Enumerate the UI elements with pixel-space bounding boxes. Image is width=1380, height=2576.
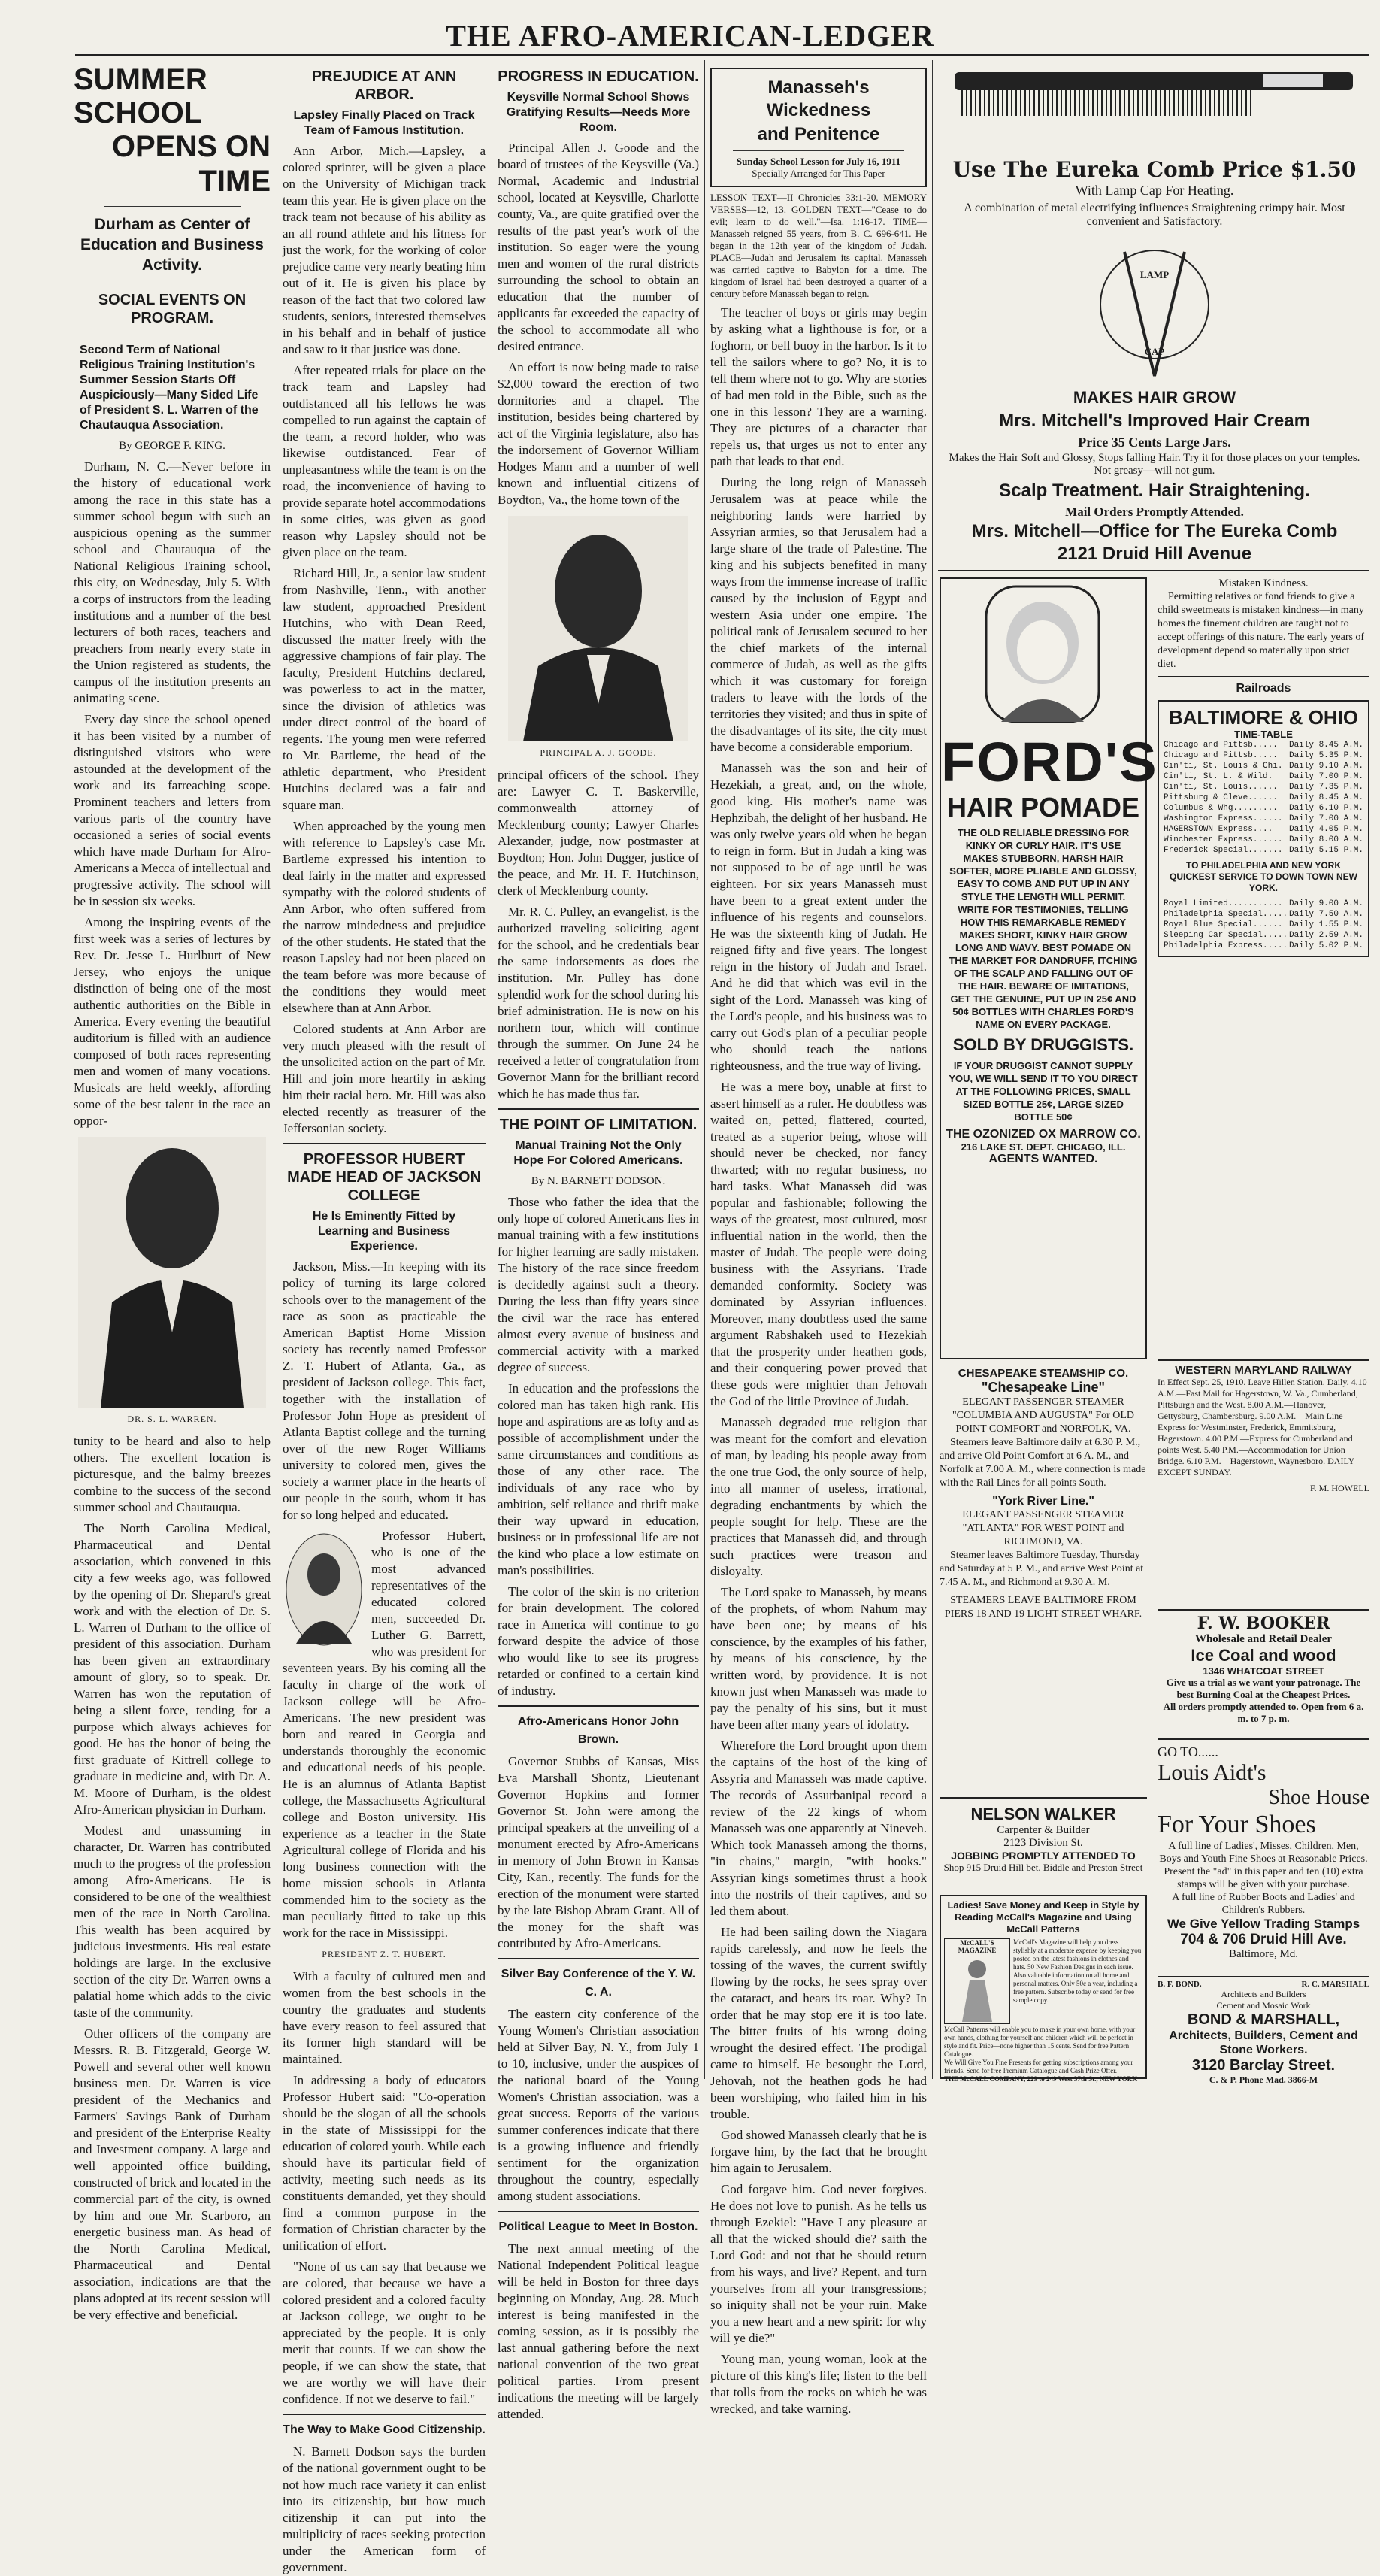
booker-name: F. W. BOOKER [1197, 1614, 1330, 1633]
paragraph: Governor Stubbs of Kansas, Miss Eva Marshall Shontz, Lieutenant Governor Hopkins and former Governor St. John were among the principal speakers at the unveiling of a monument erected by Afro-Americans in memory of John Brown in Kansas City, Kan., recently. The funds for the erection of the monument were started by the late Bishop Abram Grant. All of the money for the shaft was contributed by Afro-Americans. [498, 1754, 699, 1950]
train-time: Daily 7.00 A.M. [1288, 814, 1363, 823]
paragraph: During the long reign of Manasseh Jerusalem was at peace while the neighboring lands were harried by Assyrian armies, so that Jerusalem had a large share of the trade of Palestine. The king and his subjects benefited in many ways from the immense increase of traffic caused by the inclusion of Egypt and western Asia under one empire. The political rank of Jerusalem secured to her the chief markets of the internal commerce of Judah, as well as the gifts which it was customary for foreign traders to leave with the lords of the territories they visited; and thus in spite of the disadvantages of its site, the city must have become a considerable emporium. [710, 475, 927, 754]
bond-services: Cement and Mosaic Work [1216, 2000, 1311, 2011]
ches-york-river: "York River Line." [992, 1495, 1094, 1508]
booker-pitch: Give us a trial as we want your patronage. The best Burning Coal at the Cheapest Prices. [1166, 1677, 1361, 1700]
paragraph: After repeated trials for place on the track team and Lapsley had outdistanced all his fellows he was compelled to run against the captain of the team, a record holder, who was likewise outdistanced. Fear of unpleasantness while the team is on the road, the inconvenience of having to provide separate hotel accommodations in some cities, was given as good reason why Lapsley should not be given place on the team. [283, 363, 486, 559]
kindness-body: Permitting relatives or fond friends to give a child sweetmeats is mistaken kindness—in many homes the finement children are taught not to accept offerings of this nature. The early years of development depend so materially upon strict diet. [1158, 591, 1365, 670]
paragraph: God forgave him. God never forgives. He does not love to punish. As he tells us through Ezekiel: "Have I any pleasure at all that the wicked should die? saith the Lord God: and not that he should return from his ways, and live? Repent, and turn yourselves from all your transgressions; so iniquity shall not be your ruin. Make you a new heart and a new spirit: for why will ye die?" [710, 2182, 927, 2345]
train-name: Frederick Special....... [1164, 846, 1283, 855]
lamp-label: LAMP [1139, 269, 1170, 280]
ad-western-maryland [1158, 1359, 1369, 1602]
railroads-header: Railroads [1236, 682, 1291, 695]
headline-2: THE POINT OF LIMITATION. [499, 1117, 698, 1133]
fords-subtitle: HAIR POMADE [946, 792, 1139, 823]
bo-rows-2 [1164, 899, 1363, 951]
eureka-description: A combination of metal electrifying influences Straightening crimpy hair. Most convenient and Satisfactory. [964, 202, 1345, 228]
lesson-title-box [710, 68, 927, 187]
timetable-row [1164, 782, 1363, 792]
lamp-cap-illustration [1094, 233, 1215, 383]
timetable-row [1164, 824, 1363, 835]
headline-2: PROFESSOR HUBERT MADE HEAD OF JACKSON COLLEGE [287, 1151, 481, 1204]
aidt-line: A full line of Ladies', Misses, Children, Men, Boys and Youth Fine Shoes at Reasonable Prices. [1159, 1841, 1368, 1865]
bo-title: BALTIMORE & OHIO [1168, 706, 1359, 729]
ches-steamer-2: ELEGANT PASSENGER STEAMER "ATLANTA" FOR WEST POINT and RICHMOND, VA. [962, 1509, 1124, 1547]
timetable-row [1164, 899, 1363, 909]
fords-title: FORD'S [941, 731, 1158, 793]
comb-icon [940, 63, 1369, 153]
train-name: Pittsburg & Cleve...... [1164, 793, 1278, 802]
aidt-tagline: For Your Shoes [1158, 1811, 1316, 1838]
train-name: Chicago and Pittsb..... [1164, 751, 1278, 760]
ches-schedule-2: Steamer leaves Baltimore Tuesday, Thursday and Saturday at 5 P. M., and arrive West Point at 7.45 A. M., and Richmond at 9.30 A. M. [940, 1550, 1144, 1588]
mccall-cover [944, 1938, 1010, 2024]
mccall-patterns: McCall Patterns will enable you to make in your own home, with your own hands, clothing for yourself and children which will be perfect in style and fit. Price—none higher than 15 cents. Send for free Pattern Catalogue. [944, 2026, 1136, 2058]
portrait-warren [78, 1137, 266, 1408]
mccall-presents: We Will Give You Fine Presents for getting subscriptions among your friends. Send for free Premium Catalogue and Cash Prize Offer. [944, 2059, 1133, 2074]
lesson-text: LESSON TEXT—II Chronicles 33:1-20. MEMORY VERSES—12, 13. GOLDEN TEXT—"Cease to do evil; learn to do well."—Isa. 1:16-17. TIME—Manasseh reigned 55 years, from B. C. 696-641. He began in the 12th year of the kingdom of Judah. PLACE—Judah and Jerusalem its capital. Manasseh was carried captive to Babylon for a time. The kingdom of Israel had been destroyed a quarter of a century before Manasseh began to reign. [710, 192, 927, 299]
headline: PREJUDICE AT ANN ARBOR. [311, 68, 457, 103]
timetable-row [1164, 792, 1363, 803]
bond-partner-2: R. C. MARSHALL [1301, 1980, 1369, 1989]
train-name: Winchester Express...... [1164, 835, 1283, 844]
mitchell-headline: MAKES HAIR GROW [1073, 388, 1236, 407]
mitchell-benefits: Makes the Hair Soft and Glossy, Stops falling Hair. Try it for those places on your temples. Not greasy—will not gum. [949, 452, 1360, 477]
paragraph: The eastern city conference of the Young Women's Christian association held at Silver Bay, N. Y., from July 1 to 10, inclusive, under the auspices of the national board of the Young Women's Christian association, was a great success. Reports of the various summer conferences indicate that there is a growing influence and friendly sentiment for the organization throughout the country, especially among student associations. [498, 2007, 699, 2203]
bond-description: Architects, Builders, Cement and Stone Workers. [1169, 2029, 1358, 2056]
paragraph: In addressing a body of educators Professor Hubert said: "Co-operation should be the slogan of all the schools in the state of Mississippi for the education of colored youth. While each should have its particular field of activity, meeting such needs as its constituents demanded, yet they should find a common purpose in the formation of Christian character by the unification of effort. [283, 2073, 486, 2253]
wm-body: In Effect Sept. 25, 1910. Leave Hillen Station. Daily. 4.10 A.M.—Fast Mail for Hagerstown, W. Va., Cumberland, Pittsburgh and the West. 8.00 A.M.—Hanover, Gettysburg, Chambersburg. 9.00 A.M.—Main Line Express for Westminster, Frederick, Emmitsburg, Hagerstown. 4.00 P.M.—Express for Cumberland and points West. 5.40 P.M.—Accommodation for Union Bridge. 6.10 P.M.—Hagerstown, Waynesboro. DAILY EXCEPT SUNDAY. [1158, 1377, 1367, 1477]
mitchell-product: Mrs. Mitchell's Improved Hair Cream [999, 411, 1310, 431]
train-name: Cin'ti, St. L. & Wild. [1164, 772, 1273, 781]
aidt-city: Baltimore, Md. [1228, 1948, 1299, 1960]
ad-right-column-top [1158, 577, 1369, 1352]
mccall-address: THE McCALL COMPANY, 229 to 249 West 37th St., NEW YORK [944, 2075, 1138, 2083]
fords-address: 216 LAKE ST. DEPT. CHICAGO, ILL. [961, 1141, 1126, 1153]
timetable-row [1164, 814, 1363, 824]
bond-role: Architects and Builders [1221, 1989, 1306, 1999]
paragraph: God showed Manasseh clearly that he is forgave him, by the fact that he brought him again to Jerusalem. [710, 2128, 927, 2175]
lesson-title: Manasseh's Wickedness [766, 77, 871, 120]
timetable-row [1164, 740, 1363, 750]
paragraph: The color of the skin is no criterion for brain development. The colored race in America will continue to go forward despite the advice of those who would like to see its progress retarded or confined to a certain kind of industry. [498, 1584, 699, 1698]
nelson-trade: Carpenter & Builder [997, 1824, 1090, 1836]
bo-philly-header: TO PHILADELPHIA AND NEW YORK QUICKEST SERVICE TO DOWN TOWN NEW YORK. [1169, 860, 1357, 893]
nelson-jobbing: JOBBING PROMPTLY ATTENDED TO [951, 1850, 1136, 1862]
paragraph: He had been sailing down the Niagara rapids carelessly, and now he feels the tossing of the waves, the current swiftly flowing by the rocks, he sees spray over the cataract, and hears its roar. Why? In order that he may stop ere it is too late. The bitter fruits of his wrong doing wrought the desired effect. The prodigal came to himself. He besought the Lord, Jehovah, not the heathen gods he had been worshiping, who failed him in his trouble. [710, 1925, 927, 2121]
train-time: Daily 7.00 P.M. [1288, 772, 1363, 781]
ad-bond-marshall [1158, 1976, 1369, 2083]
ad-eureka-comb [940, 63, 1369, 567]
train-name: Columbus & Whg......... [1164, 804, 1278, 813]
article-prejudice-ann-arbor [283, 63, 486, 2574]
portrait-caption: PRINCIPAL A. J. GOODE. [540, 747, 657, 758]
timetable-row [1164, 835, 1363, 845]
paragraph: Durham, N. C.—Never before in the history of educational work among the race in this state has a summer school begun with such an auspicious opening as the summer school and Chautauqua of the National Religious Training school, this city, on Wednesday, July 5. With a corps of instructors from the leading institutions and a number of the best lecturers of both races, teachers and preachers from nearly every state in the Union registered as students, the campus of the institution presents an animating scene. [74, 459, 271, 705]
paragraph: "None of us can say that because we are colored, that because we have a colored president and a colored faculty at Jackson college, we ought to be appreciated by the people. It is only merit that counts. If we can show the people, if we can show the state, that we are worthy we will have their confidence. If not we deserve to fail." [283, 2259, 486, 2406]
byline: By N. BARNETT DODSON. [531, 1175, 666, 1187]
mitchell-address: 2121 Druid Hill Avenue [1057, 544, 1252, 564]
train-name: Sleeping Car Special..... [1164, 931, 1288, 940]
paragraph: Professor Hubert, who is one of the most advanced representatives of the educated colored men, succeeded Dr. Luther G. Barrett, who was president for seventeen years. By his coming all the faculty in charge of the work of Jackson college will be Afro-Americans. The new president was born and reared in Georgia and understands thoroughly the economic and educational needs of his people. He is an alumnus of Atlanta Baptist college, the Massachusetts Agricultural college and Boston university. His experience as a teacher in the State Agricultural college of Florida and his long business connection with the home mission schools in Atlanta commended him to the society as the man peculiarly fitted to take up this work for the race in Mississippi. [283, 1529, 486, 1940]
train-name: Chicago and Pittsb..... [1164, 741, 1278, 750]
eureka-title: Use The Eureka Comb Price $1.50 [952, 157, 1357, 182]
byline: By GEORGE F. KING. [119, 440, 225, 452]
bond-name: BOND & MARSHALL, [1187, 2011, 1340, 2028]
mitchell-services: Scalp Treatment. Hair Straightening. [999, 480, 1310, 501]
paragraph: When approached by the young men with reference to Lapsley's case Mr. Bartleme expressed his intention to deal fairly in the matter and expressed sympathy with the colored students of Ann Arbor, who often suffered from the narrow mindedness and prejudice of the other students. He stated that the reason Lapsley had not been placed on the team before was more because of the conditions they would meet elsewhere than at Ann Arbor. [283, 819, 486, 1015]
train-time: Daily 5.15 P.M. [1288, 846, 1363, 855]
nelson-name: NELSON WALKER [970, 1805, 1116, 1823]
aidt-rubbers: A full line of Rubber Boots and Ladies' and Children's Rubbers. [1172, 1892, 1355, 1916]
subheadline-2: SOCIAL EVENTS ON PROGRAM. [98, 292, 247, 326]
woman-figure-icon [951, 1954, 1003, 2022]
paragraph: Mr. R. C. Pulley, an evangelist, is the authorized traveling soliciting agent for the school, and he credentials bear the same indorsements as does the institution. Mr. Pulley has done splendid work for the school during his brief administration. He is now on his northern tour, which will continue through the summer. On June 24 he received a letter of congratulation from Governor Mann for the brilliant record which he has made thus far. [498, 905, 699, 1101]
mitchell-price: Price 35 Cents Large Jars. [1078, 435, 1231, 450]
paragraph: tunity to be heard and also to help others. The excellent location is picturesque, and the balmy breezes combine to the success of the second summer school and Chautauqua. [74, 1434, 271, 1514]
train-name: HAGERSTOWN Express.... [1164, 825, 1273, 834]
eureka-subtitle: With Lamp Cap For Heating. [1075, 183, 1234, 198]
train-time: Daily 8.45 A.M. [1288, 793, 1363, 802]
train-time: Daily 1.55 P.M. [1288, 920, 1363, 929]
bo-timetable [1158, 700, 1369, 957]
ches-line: "Chesapeake Line" [981, 1380, 1106, 1395]
mitchell-mail-orders: Mail Orders Promptly Attended. [1065, 505, 1244, 519]
aidt-trading-stamps: We Give Yellow Trading Stamps [1167, 1917, 1360, 1931]
portrait-goode [508, 516, 688, 741]
train-time: Daily 4.05 P.M. [1288, 825, 1363, 834]
bo-rows [1164, 740, 1363, 856]
paragraph: In education and the professions the colored man has taken high rank. His hope and aspirations are as lofty and as possible of accomplishment under the same circumstances and conditions as those of any other race. The individuals of any race who by ambition, self reliance and thrift make their way upward in education, business or in professional life are not the kind who place a low estimate on man's possibilities. [498, 1381, 699, 1577]
train-time: Daily 2.59 A.M. [1288, 931, 1363, 940]
booker-address: 1346 WHATCOAT STREET [1203, 1665, 1324, 1677]
paragraph: principal officers of the school. They are: Lawyer C. T. Baskerville, commonwealth attorney of Mecklenburg county; Lawyer Charles Alexander, judge, now postmaster at Boydton; Hon. John Dugger, justice of the peace, and Mr. H. F. Hutchinson, clerk of Mecklenburg county. [498, 768, 699, 898]
subheadline: Durham as Center of Education and Business Activity. [80, 216, 264, 274]
fords-agents: AGENTS WANTED. [988, 1153, 1098, 1165]
paragraph: Jackson, Miss.—In keeping with its policy of turning its large colored schools over to the management of the race as soon as practicable the American Baptist Home Mission society has recently named Professor Z. T. Hubert of Atlanta, Ga., as president of Jackson college. This fact, together with the installation of Professor John Hope as president of Atlanta Baptist college and the turning over of the new Roger Williams university to colored men, gives the society a warmer place in the hearts of our people in the south, whom it has for so long helped and educated. [283, 1259, 486, 1522]
paragraph: Every day since the school opened it has been visited by a number of distinguished visitors who were astounded at the development of the work and its farreaching scope. Prominent teachers and letters from various parts of the country have occasioned a series of social events which have made Durham for Afro-Americans a Mecca of intellectual and progressive activity. The school will be in session six weeks. [74, 712, 271, 908]
masthead-rule [75, 54, 1369, 56]
woman-portrait-icon [941, 579, 1145, 729]
paragraph: The Lord spake to Manasseh, by means of the prophets, of whom Nahum may have been one; by means of his conscience, by the examples of his father, by means of his conscience, by the written word, by providence. It is not known just when Manasseh was made to pay the penalty of his sins, but it must have been after many years of idolatry. [710, 1585, 927, 1732]
train-time: Daily 8.45 A.M. [1288, 741, 1363, 750]
column-divider [932, 60, 933, 2079]
ches-company: CHESAPEAKE STEAMSHIP CO. [958, 1367, 1129, 1380]
paragraph: The teacher of boys or girls may begin by asking what a lighthouse is for, or a foghorn, or bell buoy in the harbor. Is it to tell the sailors where to go? No, it is to tell them where not to go. Why are stories of bad men told in the Bible, such as the one in this lesson? They are a warning. They are pictures of a character that repels us, that urges us not to enter any path that leads to that end. [710, 305, 927, 468]
fords-sold-by: SOLD BY DRUGGISTS. [952, 1035, 1134, 1054]
paragraph: Ann Arbor, Mich.—Lapsley, a colored sprinter, will be given a place on the University of Michigan track team this year. He is given place on the track team not because of his ability as an all round athlete and his fitness for just the work, for the working of color prejudice came very nearly beating him out of it. He is given his place by reason of the fact that two colored law students, seniors, interested themselves in his behalf and in behalf of justice and saw to it that justice was done. [283, 144, 486, 356]
newspaper-title: THE AFRO-AMERICAN-LEDGER [446, 19, 934, 53]
headline-line-2: OPENS ON TIME [111, 130, 271, 198]
mccall-headline: Ladies! Save Money and Keep in Style by Reading McCall's Magazine and Using McCall Patterns [947, 1899, 1139, 1935]
ad-fords-pomade [940, 577, 1158, 1359]
train-time: Daily 5.02 P.M. [1288, 941, 1363, 950]
timetable-row [1164, 761, 1363, 771]
fords-description: THE OLD RELIABLE DRESSING FOR KINKY OR CURLY HAIR. IT'S USE MAKES STUBBORN, HARSH HAIR SOFTER, MORE PLIABLE AND GLOSSY, EASY TO COMB AND PUT UP IN ANY STYLE THE LENGTH WILL PERMIT. WRITE FOR TESTIMONIES, TELLING HOW THIS REMARKABLE REMEDY MAKES SHORT, KINKY HAIR GROW LONG AND WAVY. BEST POMADE ON THE MARKET FOR DANDRUFF, ITCHING OF THE SCALP AND FALLING OUT OF THE HAIR. BEWARE OF IMITATIONS, GET THE GENUINE, PUT UP IN 25¢ AND 50¢ BOTTLES WITH CHARLES FORD'S NAME ON EVERY PACKAGE. [949, 827, 1138, 1030]
headline-3: Afro-Americans Honor John Brown. [517, 1715, 679, 1746]
article-sunday-school-lesson [710, 63, 927, 2416]
bo-subtitle: TIME-TABLE [1234, 729, 1293, 740]
paragraph: Young man, young woman, look at the picture of this king's life; listen to the bell that tolls from the rocks on which he was wrecked, and take warning. [710, 2352, 927, 2416]
timetable-row [1164, 920, 1363, 930]
train-name: Cin'ti, St. Louis & Chi. [1164, 762, 1283, 771]
portrait-caption: DR. S. L. WARREN. [127, 1414, 217, 1424]
bond-address: 3120 Barclay Street. [1191, 2057, 1336, 2074]
timetable-row [1164, 909, 1363, 920]
cap-label: CAP [1144, 346, 1165, 357]
paragraph: Richard Hill, Jr., a senior law student from Nashville, Tenn., with another law student, approached President Hutchins, who with Dean Reed, discussed the matter freely with the aggressive champions of fair play. The faculty, President Hutchins declared, was powerless to act in the matter, since the division of athletics was under direct control of the board of regents. The young men were referred to Mr. Bartleme, the head of the athletic department, who President Hutchins declared was a fair and square man. [283, 566, 486, 812]
paragraph: The North Carolina Medical, Pharmaceutical and Dental association, which convened in this city a few weeks ago, was followed by the opening of Dr. Shepard's great work and with the election of Dr. S. L. Warren of Durham to the office of president of this association. Durham has been given an extraordinary amount of glory, so to speak. Dr. Warren has won the reputation of being a silent force, tending for a purpose which always achieves for good. He has the honor of being the first graduate of Kittrell college to graduate in medicine and, with Dr. A. M. Moore of Durham, is the oldest Afro-American physician in Durham. [74, 1521, 271, 1817]
ad-nelson-walker [940, 1797, 1147, 1889]
train-time: Daily 9.00 A.M. [1288, 899, 1363, 908]
article-deck: Keysville Normal School Shows Gratifying Results—Needs More Room. [506, 91, 691, 134]
train-time: Daily 8.00 A.M. [1288, 835, 1363, 844]
train-name: Philadelphia Special..... [1164, 910, 1288, 919]
ad-fw-booker [1158, 1609, 1369, 1740]
wm-signature: F. M. HOWELL [1309, 1483, 1369, 1493]
timetable-row [1164, 930, 1363, 941]
ad-chesapeake-steamship [940, 1367, 1147, 1788]
train-name: Cin'ti, St. Louis...... [1164, 783, 1278, 792]
aidt-stamps-offer: Present the "ad" in this paper and ten (10) extra stamps will be given with your purchase. [1164, 1866, 1363, 1890]
aidt-name: Louis Aidt's [1158, 1760, 1267, 1785]
train-time: Daily 5.35 P.M. [1288, 751, 1363, 760]
booker-dealer: Wholesale and Retail Dealer [1194, 1633, 1333, 1645]
booker-products: Ice Coal and wood [1191, 1646, 1336, 1665]
aidt-go-to: GO TO...... [1158, 1744, 1218, 1759]
paragraph: The next annual meeting of the National Independent Political league will be held in Boston for three days beginning on Monday, Aug. 28. Much interest is being manifested in the coming session, as it is possibly the last annual gathering before the next national convention of the two great political parties. From present indications the meeting will be largely attended. [498, 2241, 699, 2421]
paragraph: N. Barnett Dodson says the burden of the national government ought to be not how much race variety it can enlist into its citizenship, but how much citizenship it can put into the multiplicity of races seeking protection under the American form of government. [283, 2444, 486, 2574]
article-summer-school [74, 63, 271, 2322]
paragraph: Colored students at Ann Arbor are very much pleased with the result of the unsolicited action on the part of Mr. Hill and join more heartily in asking him their racial hero. Mr. Hill was also elected recently as treasurer of the Jeffersonian society. [283, 1022, 486, 1135]
train-name: Philadelphia Express..... [1164, 941, 1288, 950]
timetable-row [1164, 845, 1363, 856]
timetable-row [1164, 771, 1363, 782]
article-deck: Second Term of National Religious Training Institution's Summer Session Starts Off Auspiciously—Many Sided Life of President S. L. Warren of the Chautauqua Association. [80, 344, 259, 432]
booker-hours: All orders promptly attended to. Open from 6 a. m. to 7 p. m. [1163, 1701, 1364, 1724]
timetable-row [1164, 750, 1363, 761]
nelson-shop: Shop 915 Druid Hill bet. Biddle and Preston Street [943, 1862, 1143, 1873]
paragraph: Other officers of the company are Messrs. R. B. Fitzgerald, George W. Powell and several other well known business men. Dr. Warren is vice president of the Mechanics and Farmers' Savings Bank of Durham and president of the Enterprise Realty and Investment company. A large and well appointed office building, constructed of brick and located in the commercial part of the city, is owned by him and one Mr. Scarboro, an energetic business man. As head of the North Carolina Medical, Pharmaceutical and Dental association, indications are that the plans adopted at its recent session will be very effective and beneficial. [74, 2026, 271, 2322]
paragraph: Those who father the idea that the only hope of colored Americans lies in manual training with a few institutions for higher learning are sadly mistaken. The history of the race since freedom is decidedly against such a theory. During the less than fifty years since the civil war the race has entered almost every avenue of business and commercial activity with a marked degree of success. [498, 1195, 699, 1374]
train-name: Royal Blue Special...... [1164, 920, 1283, 929]
bond-partner-1: B. F. BOND. [1158, 1980, 1202, 1989]
masthead [0, 0, 1380, 53]
paragraph: Modest and unassuming in character, Dr. Warren has contributed much to the progress of the profession among Afro-Americans. He is considered to be one of the wealthiest men of the race in North Carolina. This wealth has been acquired by judicious investments. His real estate holdings are large. In the exclusive section of the city Dr. Warren owns a palatial home which adds to the civic taste of the community. [74, 1823, 271, 2020]
train-name: Royal Limited........... [1164, 899, 1283, 908]
mccall-cover-title: McCALL'S MAGAZINE [958, 1939, 997, 1954]
headline-3: The Way to Make Good Citizenship. [283, 2423, 486, 2436]
headline-line-1: SUMMER SCHOOL [74, 63, 207, 129]
article-deck-2: Manual Training Not the Only Hope For Colored Americans. [513, 1139, 683, 1167]
fords-direct-order: IF YOUR DRUGGIST CANNOT SUPPLY YOU, WE WILL SEND IT TO YOU DIRECT AT THE FOLLOWING PRICES, SMALL SIZED BOTTLE 25¢, LARGE SIZED BOTTLE 50¢ [949, 1060, 1138, 1123]
fords-company: THE OZONIZED OX MARROW CO. [946, 1128, 1141, 1141]
timetable-row [1164, 941, 1363, 951]
kindness-title: Mistaken Kindness. [1218, 577, 1309, 589]
paragraph: With a faculty of cultured men and women from the best schools in the country the graduates and students have every reason to feel assured that its former high standard will be maintained. [283, 1969, 486, 2066]
paragraph: Manasseh was the son and heir of Hezekiah, a great, and, on the whole, good king. His mother's name was Hephzibah, the delight of her husband. He was only twelve years old when he began to reign in form. But in Judah a king was not supposed to be of age until he was eighteen. For six years Manasseh must have been to a great extent under the influence of his regents and counselors. He was the sixteenth king of Judah. He reigned fifty and five years. The longest reign in the history of Judah and Israel. And he did that which was evil in the sight of the Lord. Manasseh was king of the Lord's people, and his business was to carry out God's plan of a peculiar people who should teach the nations righteousness, and the true way of living. [710, 761, 927, 1073]
paragraph: Wherefore the Lord brought upon them the captains of the host of the king of Assyria and Manasseh was made captive. The records of Assurbanipal record a review of the 22 kings of whom Manasseh was one apparently at Nineveh. Which took Manasseh among the thorns, "in chains," margin, "with hooks." Assyrian kings sometimes thrust a hook into the nostrils of their captives, and so led them about. [710, 1738, 927, 1918]
wm-title: WESTERN MARYLAND RAILWAY [1175, 1364, 1352, 1377]
lamp-cap-icon [1094, 233, 1215, 383]
mitchell-office: Mrs. Mitchell—Office for The Eureka Comb [971, 521, 1338, 541]
paragraph: Manasseh degraded true religion that was meant for the comfort and elevation of man, by leading his people away from the one true God, the only source of help, into all manner of useless, irrational, degrading enchantments by which the people sought for help. These are the practices that Manasseh did, and through such practices were treason and disloyalty. [710, 1415, 927, 1578]
train-time: Daily 6.10 P.M. [1288, 804, 1363, 813]
column-divider [704, 60, 705, 2079]
nelson-address: 2123 Division St. [1003, 1837, 1083, 1849]
headline-5: Political League to Meet In Boston. [498, 2220, 698, 2233]
paragraph: Principal Allen J. Goode and the board of trustees of the Keysville (Va.) Normal, Academic and Industrial school, located at Keysville, Charlotte county, Va., are quite gratified over the results of the past year's work of the institution. So eager were the young men and women of the rural districts surrounding the school to obtain an education that the number of applicants far exceeded the capacity of the school to accommodate all who desired entrance. [498, 141, 699, 353]
train-time: Daily 7.35 P.M. [1288, 783, 1363, 792]
paragraph: Among the inspiring events of the first week was a series of lectures by Rev. Dr. Jesse L. Hurlburt of New Jersey, who enjoys the unique distinction of being one of the most authentic authorities on the Bible in America. Every evening the beautiful auditorium is filled with an audience composed of both races representing men and women of many vocations. Musicals are held weekly, affording some of the best talent in the race an oppor- [74, 915, 271, 1128]
paragraph: An effort is now being made to raise $2,000 toward the erection of two dormitories and a chapel. The institution, besides being chartered by act of the Virginia legislature, also has the indorsement of Governor William Hodges Mann and a number of well known and influential citizens of Boydton, Va., the home town of the [498, 360, 699, 507]
train-time: Daily 7.50 A.M. [1288, 910, 1363, 919]
article-deck: Lapsley Finally Placed on Track Team of Famous Institution. [293, 109, 475, 137]
mccall-description: McCall's Magazine will help you dress stylishly at a moderate expense by keeping you posted on the latest fashions in clothes and hats. 50 New Fashion Designs in each issue. Also valuable information on all home and personal matters. Only 50c a year, including a free pattern. Subscribe today or send for free sample copy. [1013, 1938, 1142, 2004]
ches-piers: STEAMERS LEAVE BALTIMORE FROM PIERS 18 AND 19 LIGHT STREET WHARF. [944, 1595, 1142, 1620]
aidt-address: 704 & 706 Druid Hill Ave. [1180, 1932, 1347, 1947]
article-progress-education [498, 63, 699, 2421]
train-time: Daily 9.10 A.M. [1288, 762, 1363, 771]
article-deck-2: He Is Eminently Fitted by Learning and Business Experience. [312, 1210, 456, 1253]
train-name: Washington Express...... [1164, 814, 1283, 823]
ad-mccalls [940, 1895, 1147, 2083]
aidt-shoe-house: Shoe House [1268, 1786, 1369, 1809]
ches-steamer-1: ELEGANT PASSENGER STEAMER "COLUMBIA AND AUGUSTA" For OLD POINT COMFORT and NORFOLK, VA. [952, 1396, 1135, 1435]
timetable-row [1164, 803, 1363, 814]
paragraph: He was a mere boy, unable at first to assert himself as a ruler. He doubtless was waited on, petted, flattered, courted, treated as a superior being, whose will should never be checked, nor fancy thwarted; with no regular business, no hard tasks. What Manasseh did was popular and fashionable; following the ways of the greatest, most cultured, most influential nation in the world, then the master of Judah. The people were doing business with the Assyrians. Trade demanded conformity. Society was dominated by Assyrian influences. Moreover, many doubtless used the same argument Rabshakeh used to Hezekiah that the prosperity under heathen gods, and their conquering power proved that these gods were mightier than Jehovah the God of the little Province of Judah. [710, 1080, 927, 1408]
lesson-subtitle: Sunday School Lesson for July 16, 1911 [736, 156, 901, 167]
ad-louis-aidt [1158, 1744, 1369, 1970]
headline-4: Silver Bay Conference of the Y. W. C. A. [501, 1968, 696, 1999]
portrait-caption: PRESIDENT Z. T. HUBERT. [322, 1949, 446, 1959]
portrait-hubert [283, 1531, 365, 1651]
lesson-title-2: and Penitence [757, 124, 880, 144]
ches-schedule-1: Steamers leave Baltimore daily at 6.30 P. M., and arrive Old Point Comfort at 6 A. M., and Norfolk at 7.00 A. M., where connection is made with the Rail Lines for all points South. [940, 1437, 1146, 1489]
bond-phone: C. & P. Phone Mad. 3866-M [1209, 2074, 1318, 2085]
lesson-note: Specially Arranged for This Paper [752, 168, 885, 179]
headline: PROGRESS IN EDUCATION. [498, 68, 699, 85]
